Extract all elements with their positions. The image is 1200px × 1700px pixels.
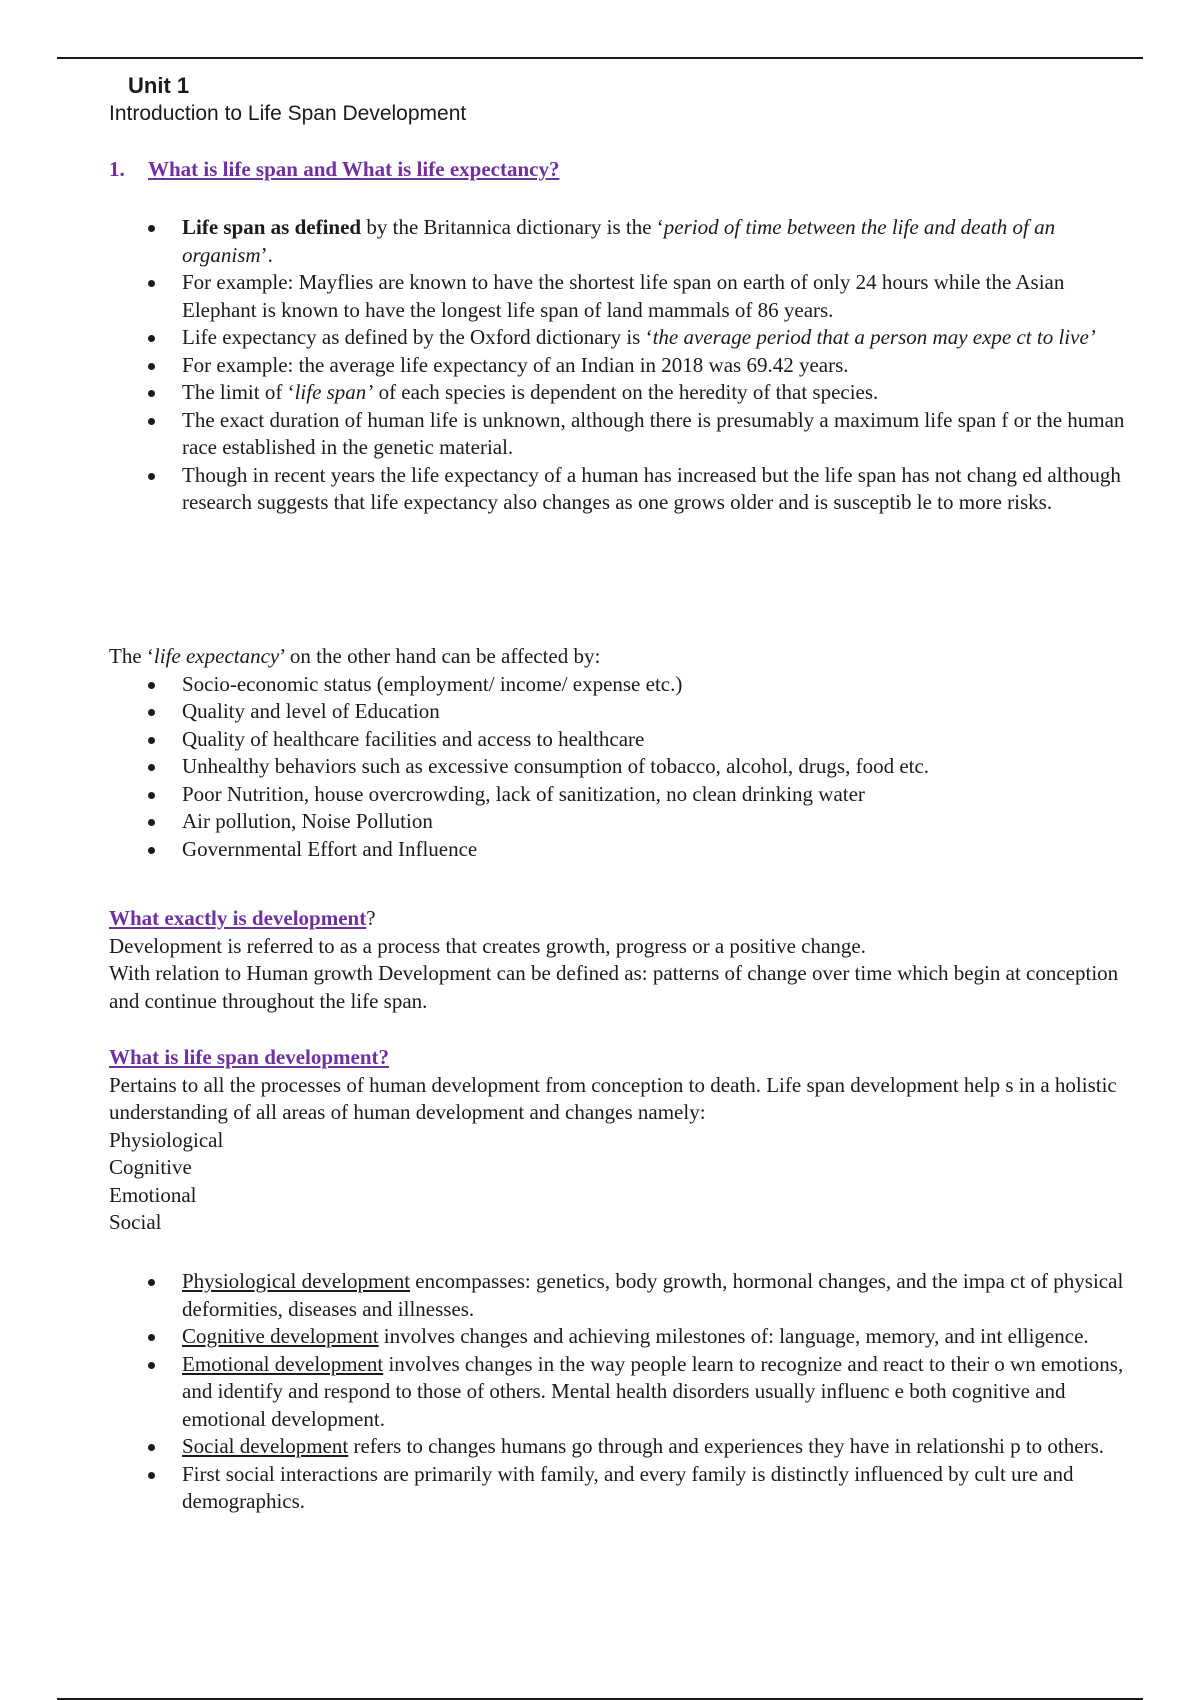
text: ’ on the other hand can be affected by: [279,644,601,668]
bullet-dot [148,792,155,799]
paragraph: Development is referred to as a process that creates growth, progress or a positive change. [109,933,866,958]
text: Socio-economic status (employment/ income/ expense etc.) [182,671,683,696]
text: Though in recent years the life expectancy of a human has increased but the life span has not chang ed although research suggests that life expectancy also changes as one grows older and is susceptib le to more risks. [182,462,1121,514]
text: Governmental Effort and Influence [182,836,478,861]
bullet-dot [148,335,155,342]
bullet-dot [148,709,155,716]
text: Air pollution, Noise Pollution [182,809,433,833]
list-item [109,726,1128,754]
underlined-term: Cognitive development [182,1324,379,1348]
text: involves changes and achieving milestones of: language, memory, and int elligence. [378,1324,1089,1348]
list-item [109,808,1128,836]
bullet-dot [148,363,155,370]
text: ’. [260,242,273,267]
lifespan-dev-section [109,1044,1128,1237]
list-item [109,1323,1128,1351]
development-section [109,905,1128,1015]
section1-number: 1. [109,157,125,181]
section1-heading [109,155,1128,183]
text: The exact duration of human life is unknown, although there is presumably a maximum life span f or the human race established in the genetic material. [182,407,1125,459]
lifespan-dev-bullets [109,1268,1128,1516]
text: Poor Nutrition, house overcrowding, lack of sanitization, no clean drinking water [182,781,865,806]
list-item [109,352,1128,380]
text: refers to changes humans go through and experiences they have in relationshi p to others. [348,1434,1104,1458]
bullet-dot [148,280,155,287]
bold-text: Life span as defined [182,215,362,239]
list-item [109,407,1128,462]
section1-bullets [109,214,1128,517]
list-item [109,671,1128,699]
list-item [109,1351,1128,1434]
affected-section [109,643,1128,863]
underlined-term: Physiological development [182,1269,411,1293]
development-heading [109,905,1128,933]
area-item: Physiological [109,1127,224,1152]
text: by the Britannica dictionary is the ‘ [361,215,664,239]
list-item [109,836,1128,864]
italic-text: life expectancy [153,644,280,668]
text: For example: the average life expectancy of an Indian in 2018 was 69.42 years. [182,352,849,377]
bullet-dot [148,1472,155,1479]
bullet-dot [148,390,155,397]
text: ? [366,906,376,930]
bullet-dot [148,418,155,425]
list-item [109,1268,1128,1323]
list-item [109,1461,1128,1516]
text: Quality of healthcare facilities and access to healthcare [182,726,645,751]
list-item [109,214,1128,269]
bullet-dot [148,473,155,480]
area-item: Emotional [109,1182,197,1207]
text: involves changes in the way people learn to recognize and react to their o wn emotions, and identify and respond to those of others. Mental health disorders usually influenc e both cognitive and emotional development. [182,1351,1124,1431]
lifespan-dev-heading: What is life span development? [109,1045,390,1069]
affected-intro [109,643,1128,671]
text: For example: Mayflies are known to have the shortest life span on earth of only 24 hours while the Asian Elephant is known to have the longest life span of land mammals of 86 years. [182,270,1065,322]
italic-text: the average period that a person may expe ct to live’ [652,325,1096,349]
underlined-term: Social development [182,1434,349,1458]
list-item [109,781,1128,809]
bullet-dot [148,1444,155,1451]
list-item [109,462,1128,517]
text: encompasses: genetics, body growth, hormonal changes, and the impa ct of physical deformities, diseases and illnesses. [182,1269,1124,1321]
bullet-dot [148,1334,155,1341]
italic-text: period of time between the life and death of an organism [182,215,1056,267]
list-item [109,753,1128,781]
area-item: Cognitive [109,1155,192,1179]
top-rule [57,57,1143,59]
paragraph: With relation to Human growth Development can be defined as: patterns of change over time which begin at conception and continue throughout the life span. [109,961,1119,1013]
bullet-dot [148,682,155,689]
italic-text: life span’ [294,380,374,404]
bullet-dot [148,225,155,232]
list-item [109,1433,1128,1461]
text: Unhealthy behaviors such as excessive consumption of tobacco, alcohol, drugs, food etc. [182,754,930,778]
list-item [109,269,1128,324]
text: The ‘ [109,644,154,668]
paragraph: Pertains to all the processes of human development from conception to death. Life span development help s in a holistic understanding of all areas of human development and changes namely: [109,1072,1117,1124]
section1-heading-text: What is life span and What is life expectancy? [148,157,560,181]
text: Quality and level of Education [182,699,440,723]
text: First social interactions are primarily with family, and every family is distinctly influenced by cult ure and demographics. [182,1461,1074,1513]
text: Life expectancy as defined by the Oxford dictionary is ‘ [182,325,653,349]
unit-title: Unit 1 [128,73,190,98]
text: of each species is dependent on the heredity of that species. [373,380,879,404]
bullet-dot [148,847,155,854]
bullet-dot [148,819,155,826]
bullet-dot [148,737,155,744]
unit-subtitle: Introduction to Life Span Development [109,102,467,125]
list-item [109,698,1128,726]
bullet-dot [148,1279,155,1286]
list-item [109,324,1128,352]
bullet-dot [148,1362,155,1369]
area-item: Social [109,1210,162,1234]
text: The limit of ‘ [182,380,295,404]
bullet-dot [148,764,155,771]
list-item [109,379,1128,407]
underlined-term: Emotional development [182,1351,384,1376]
heading-text: What exactly is development [109,906,367,930]
